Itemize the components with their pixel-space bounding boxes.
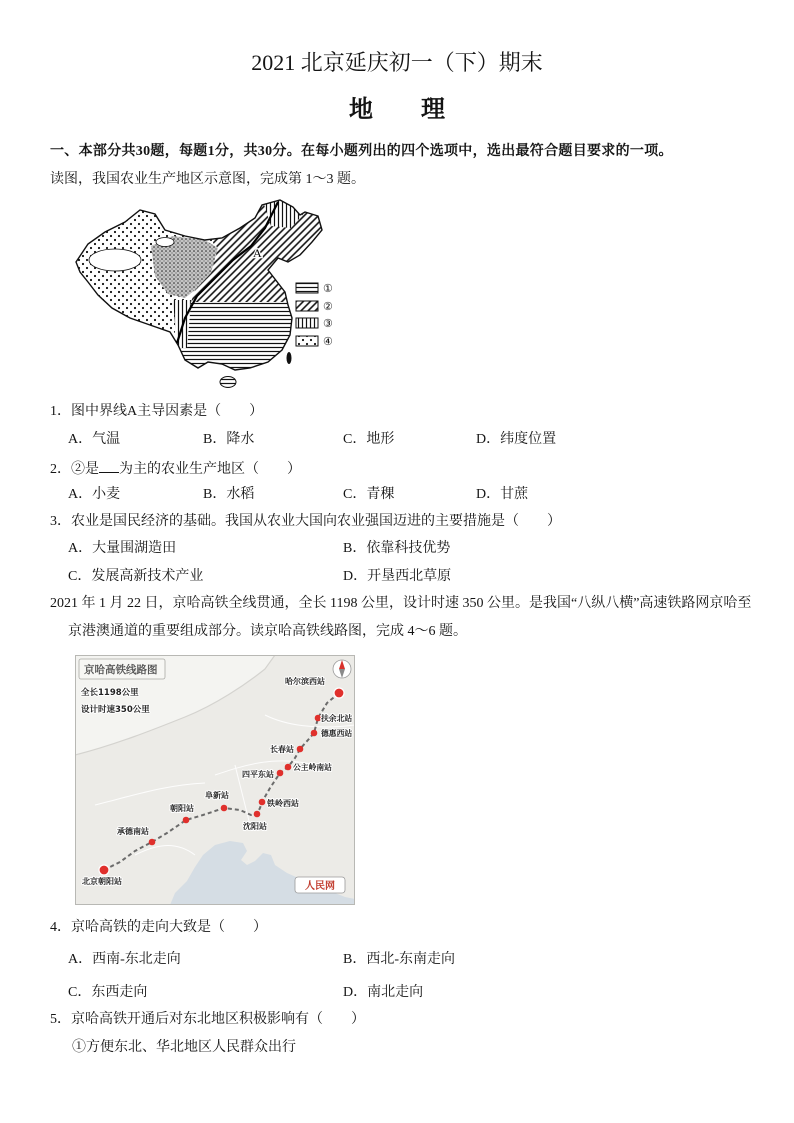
- question-5-item-1: ①方便东北、华北地区人民群众出行: [72, 1040, 296, 1055]
- publisher-logo-text: 人民网: [305, 881, 335, 892]
- map-info-length: 全长1198公里: [81, 688, 139, 698]
- legend-swatch-2: [296, 301, 318, 311]
- question-2-stem-before: 2．②是: [50, 462, 99, 477]
- desert-area-small: [156, 238, 174, 247]
- station-dot: [285, 764, 292, 771]
- legend-label-1: ①: [323, 283, 333, 295]
- publisher-logo: [295, 877, 345, 893]
- terminal-station-dot: [334, 688, 344, 698]
- station-label: 扶余北站: [321, 714, 353, 723]
- station-label: 四平东站: [242, 770, 274, 779]
- map-info-speed: 设计时速350公里: [81, 705, 150, 715]
- section-instruction: 一、本部分共30题，每题1分，共30分。在每小题列出的四个选项中，选出最符合题目要求的一项。: [50, 144, 673, 159]
- question-2-stem: [50, 458, 301, 478]
- terminal-station-dot: [99, 865, 109, 875]
- station-fuyu-north: [315, 713, 353, 723]
- question-1-stem: 1．图中界线A主导因素是（ ）: [50, 404, 264, 419]
- legend-swatch-4: [296, 336, 318, 346]
- question-3-option-c: C．发展高新技术产业: [68, 569, 204, 584]
- map-title-box: [79, 659, 165, 679]
- map-legend: [296, 283, 333, 348]
- map-title: 京哈高铁线路图: [84, 664, 158, 676]
- station-label: 铁岭西站: [267, 799, 299, 808]
- question-2-option-d: D．甘蔗: [476, 487, 529, 502]
- hainan-island: [220, 377, 236, 388]
- legend-swatch-1: [296, 283, 318, 293]
- question-1-option-d: D．纬度位置: [476, 432, 557, 447]
- station-dot: [149, 839, 156, 846]
- legend-label-2: ②: [323, 301, 333, 313]
- jingha-railway-map: [75, 655, 355, 905]
- station-label: 承德南站: [117, 827, 149, 836]
- desert-area: [89, 249, 141, 271]
- station-dot: [259, 799, 266, 806]
- question-3-option-d: D．开垦西北草原: [343, 569, 452, 584]
- question-3-option-b: B．依靠科技优势: [343, 541, 451, 556]
- compass-icon: [333, 660, 351, 678]
- question-4-option-d: D．南北走向: [343, 985, 424, 1000]
- question-1-option-b: B．降水: [203, 432, 255, 447]
- exam-title: 2021 北京延庆初一（下）期末: [251, 50, 543, 75]
- question-5-stem: 5．京哈高铁开通后对东北地区积极影响有（ ）: [50, 1012, 365, 1027]
- station-dot: [311, 730, 318, 737]
- station-label: 阜新站: [205, 791, 229, 800]
- station-label: 德惠西站: [321, 729, 353, 738]
- question-4-option-b: B．西北-东南走向: [343, 952, 455, 967]
- question-2-option-a: A．小麦: [68, 487, 121, 502]
- fill-in-blank: [99, 458, 119, 473]
- station-dot: [297, 746, 304, 753]
- station-dot: [254, 811, 261, 818]
- station-label: 公主岭南站: [293, 763, 332, 772]
- legend-label-4: ④: [323, 336, 333, 348]
- legend-label-3: ③: [323, 318, 333, 330]
- subject-title: 地 理: [349, 97, 445, 123]
- question-1-option-c: C．地形: [343, 432, 395, 447]
- station-label: 北京朝阳站: [82, 877, 122, 886]
- question-2-stem-after: 为主的农业生产地区（ ）: [119, 462, 301, 477]
- question-4-option-a: A．西南-东北走向: [68, 952, 181, 967]
- question-3-stem: 3．农业是国民经济的基础。我国从农业大国向农业强国迈进的主要措施是（ ）: [50, 514, 561, 529]
- question-3-option-a: A．大量围湖造田: [68, 541, 177, 556]
- question-4-option-c: C．东西走向: [68, 985, 148, 1000]
- station-label: 朝阳站: [170, 804, 194, 813]
- station-dot: [221, 805, 228, 812]
- group2-intro-line-1: 2021 年 1 月 22 日，京哈高铁全线贯通，全长 1198 公里，设计时速 350 公里。是我国“八纵八横”高速铁路网京哈至: [50, 596, 752, 611]
- station-dot: [183, 817, 190, 824]
- agriculture-regions-map: [73, 198, 343, 393]
- question-2-option-b: B．水稻: [203, 487, 255, 502]
- question-2-option-c: C．青稞: [343, 487, 395, 502]
- question-1-option-a: A．气温: [68, 432, 121, 447]
- question-4-stem: 4．京哈高铁的走向大致是（ ）: [50, 920, 267, 935]
- legend-swatch-3: [296, 318, 318, 328]
- group2-intro-line-2: 京港澳通道的重要组成部分。读京哈高铁线路图，完成 4～6 题。: [68, 624, 467, 639]
- station-label: 长春站: [270, 745, 294, 754]
- station-dot: [277, 770, 284, 777]
- station-label: 沈阳站: [243, 822, 267, 831]
- boundary-label-a: A: [253, 246, 262, 260]
- station-label: 哈尔滨西站: [285, 677, 325, 686]
- taiwan-island: [287, 352, 292, 364]
- group1-intro: 读图，我国农业生产地区示意图，完成第 1～3 题。: [50, 172, 365, 187]
